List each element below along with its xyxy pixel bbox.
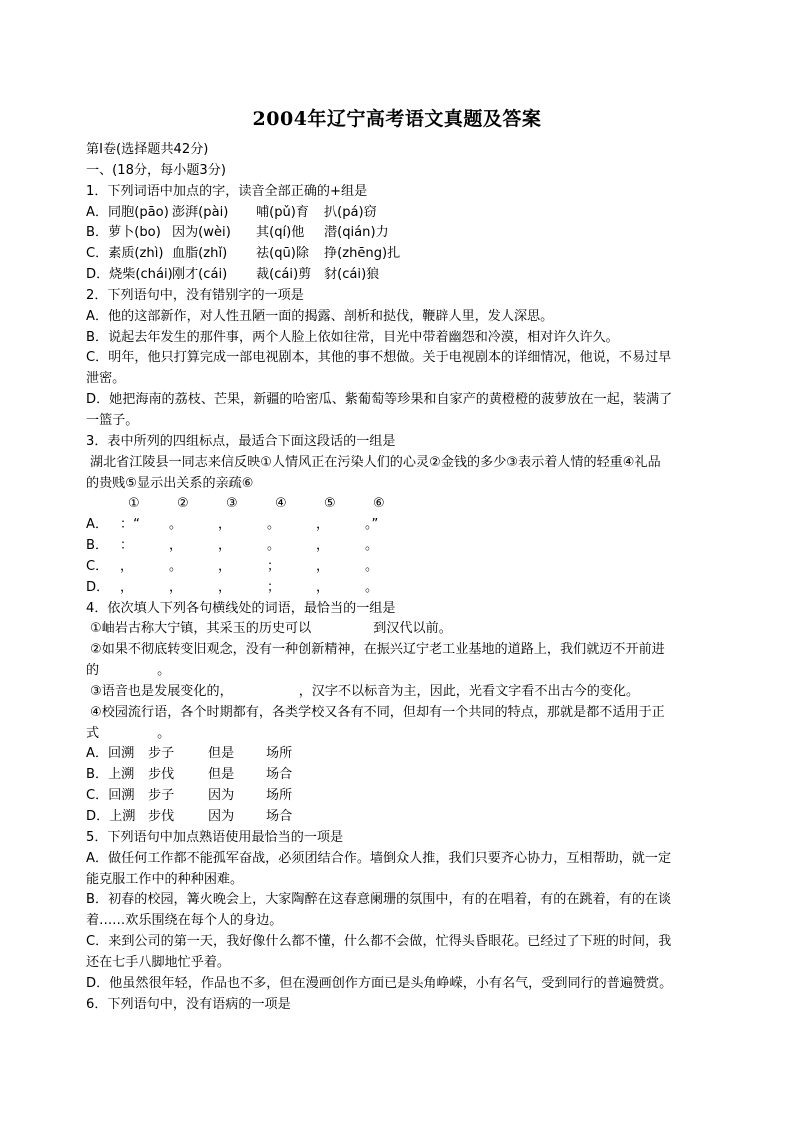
section-heading: 第Ⅰ卷(选择题共42分) — [86, 142, 209, 157]
question-4-option-d: D．上溯 步伐 因为 场合 — [86, 809, 293, 824]
question-4-sentence-3: ③语音也是发展变化的， ，汉字不以标音为主，因此，光看文字看不出古今的变化。 — [90, 683, 640, 699]
question-2-option-a: A．他的这部新作，对人性丑陋一面的揭露、剖析和挞伐，鞭辟人里，发人深思。 — [86, 308, 554, 324]
question-4-option-c: C．回溯 步子 因为 场所 — [86, 788, 293, 804]
question-3-row-a: A． ：“ 。 ， 。 ， 。” — [86, 517, 379, 533]
question-4-sentence-2-cont: 的 。 — [86, 663, 171, 679]
question-3-table-header: ① ② ③ ④ ⑤ ⑥ — [128, 496, 385, 512]
question-4-sentence-4: ④校园流行语，各个时期都有，各类学校又各有不同，但却有一个共同的特点，那就是都不适用于正 — [90, 704, 665, 720]
question-3-stem: 3．表中所列的四组标点，最适合下面这段话的一组是 — [86, 433, 396, 449]
question-2-option-c-cont: 泄密。 — [86, 371, 126, 387]
question-1-option-b: B．萝卜(bo) 因为(wèi) 其(qí)他 潜(qián)力 — [86, 225, 389, 241]
question-3-row-c: C． ， 。 ， ； ， 。 — [86, 558, 379, 574]
question-3-row-b: B． ： ， ， 。 ， 。 — [86, 538, 379, 554]
question-3-row-d: D． ， ， ， ； ， 。 — [86, 579, 379, 595]
question-1-option-a: A．同胞(pāo) 澎湃(pài) 哺(pǔ)育 扒(pá)窃 — [86, 204, 377, 220]
question-2-option-d: D．她把海南的荔枝、芒果，新疆的哈密瓜、紫葡萄等珍果和自家产的黄橙橙的菠萝放在一起，装满了 — [86, 392, 673, 408]
question-4-option-b: B．上溯 步伐 但是 场合 — [86, 767, 293, 783]
question-1-option-c: C．素质(zhì) 血脂(zhǐ) 祛(qū)除 挣(zhēng)扎 — [86, 246, 401, 262]
question-4-sentence-2: ②如果不彻底转变旧观念，没有一种创新精神，在振兴辽宁老工业基地的道路上，我们就迈不开前进 — [90, 642, 665, 658]
question-3-passage-cont: 的贵贱⑤显示出关系的亲疏⑥ — [86, 475, 254, 491]
question-5-option-b-cont: 着……欢乐围绕在每个人的身边。 — [86, 913, 283, 929]
question-4-option-a: A．回溯 步子 但是 场所 — [86, 746, 293, 762]
question-3-passage: 湖北省江陵县一同志来信反映①人情风正在污染人们的心灵②金钱的多少③表示着人情的轻重④礼品 — [90, 454, 661, 470]
page-title: 2004年辽宁高考语文真题及答案 — [252, 108, 542, 130]
question-5-option-d: D．他虽然很年轻，作品也不多，但在漫画创作方面已是头角峥嵘，小有名气，受到同行的普遍赞赏。 — [86, 975, 673, 991]
question-5-option-c-cont: 还在七手八脚地忙乎着。 — [86, 954, 231, 970]
question-5-option-a: A．做任何工作都不能孤军奋战，必须团结合作。墙倒众人推，我们只要齐心协力，互相帮助，就一定 — [86, 850, 672, 866]
question-2-option-b: B．说起去年发生的那件事，两个人脸上依如往常，目光中带着幽怨和冷漠，相对许久许久。 — [86, 329, 619, 345]
question-2-stem: 2．下列语句中，没有错别字的一项是 — [86, 287, 304, 303]
part-heading: 一、(18分，每小题3分) — [86, 162, 226, 178]
question-4-sentence-4-cont: 式 。 — [86, 725, 171, 741]
question-5-option-a-cont: 能克服工作中的种种困难。 — [86, 871, 244, 887]
question-6-stem: 6．下列语句中，没有语病的一项是 — [86, 996, 291, 1012]
question-5-option-c: C．来到公司的第一天，我好像什么都不懂，什么都不会做，忙得头昏眼花。已经过了下班的时间，我 — [86, 934, 672, 950]
question-4-stem: 4．依次填人下列各句横线处的词语，最恰当的一组是 — [86, 600, 396, 616]
question-2-option-d-cont: 一篮子。 — [86, 412, 139, 428]
question-2-option-c: C．明年，他只打算完成一部电视剧本，其他的事不想做。关于电视剧本的详细情况，他说，不易过早 — [86, 350, 672, 366]
question-5-option-b: B．初春的校园，篝火晚会上，大家陶醉在这春意阑珊的氛围中，有的在唱着，有的在跳着，有的在谈 — [86, 892, 672, 908]
question-4-sentence-1: ①岫岩古称大宁镇，其采玉的历史可以 到汉代以前。 — [90, 621, 452, 637]
question-1-option-d: D．烧柴(chái)刚才(cái) 裁(cái)剪 豺(cái)狼 — [86, 267, 380, 283]
question-1-stem: 1．下列词语中加点的字，读音全部正确的+组是 — [86, 183, 368, 199]
exam-content — [86, 140, 710, 1015]
question-5-stem: 5．下列语句中加点熟语使用最恰当的一项是 — [86, 829, 344, 845]
